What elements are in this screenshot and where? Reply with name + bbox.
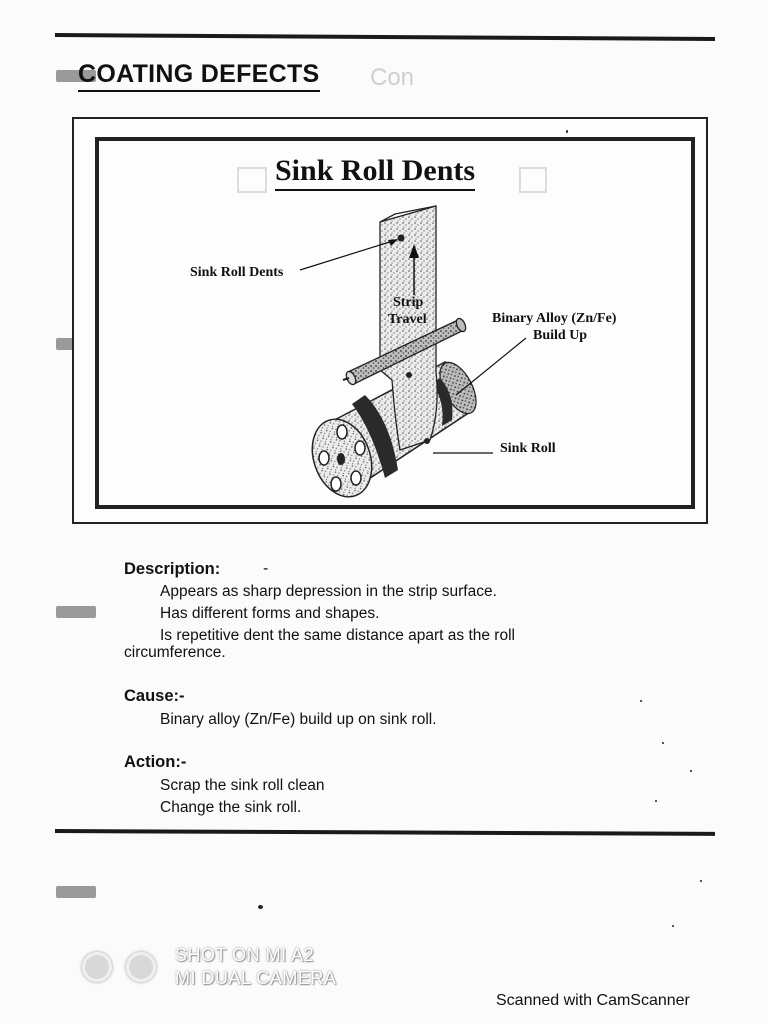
label-strip-travel-1: Strip (393, 295, 424, 310)
label-sink-roll-dents: Sink Roll Dents (190, 265, 284, 280)
label-strip-travel-2: Travel (388, 312, 427, 327)
description-dash: - (263, 560, 269, 577)
label-binary-alloy-2: Build Up (533, 328, 588, 343)
bleed-through-text: Con (370, 64, 415, 91)
scanner-footer: Scanned with CamScanner (496, 992, 690, 1009)
camera-lens-icon (82, 952, 112, 982)
figure-title: Sink Roll Dents (275, 153, 475, 191)
label-sink-roll: Sink Roll (500, 441, 556, 456)
description-line: Has different forms and shapes. (160, 605, 380, 622)
cause-label: Cause:- (124, 687, 185, 705)
label-binary-alloy-1: Binary Alloy (Zn/Fe) (492, 311, 617, 326)
description-line: Is repetitive dent the same distance apart as the roll (160, 627, 515, 644)
description-label: Description: (124, 560, 221, 578)
action-label: Action:- (124, 753, 187, 771)
page-heading: COATING DEFECTS (78, 58, 320, 92)
description-line: Appears as sharp depression in the strip surface. (160, 583, 497, 600)
description-wrap: circumference. (124, 644, 226, 661)
leader-alloy (456, 338, 526, 395)
watermark-line-2: MI DUAL CAMERA (175, 968, 337, 988)
watermark-line-1: SHOT ON MI A2 (175, 945, 315, 965)
action-line: Change the sink roll. (160, 799, 302, 816)
camera-lens-icon (126, 952, 156, 982)
cause-line: Binary alloy (Zn/Fe) build up on sink roll. (160, 711, 437, 728)
camera-watermark (175, 944, 336, 990)
action-line: Scrap the sink roll clean (160, 777, 325, 794)
